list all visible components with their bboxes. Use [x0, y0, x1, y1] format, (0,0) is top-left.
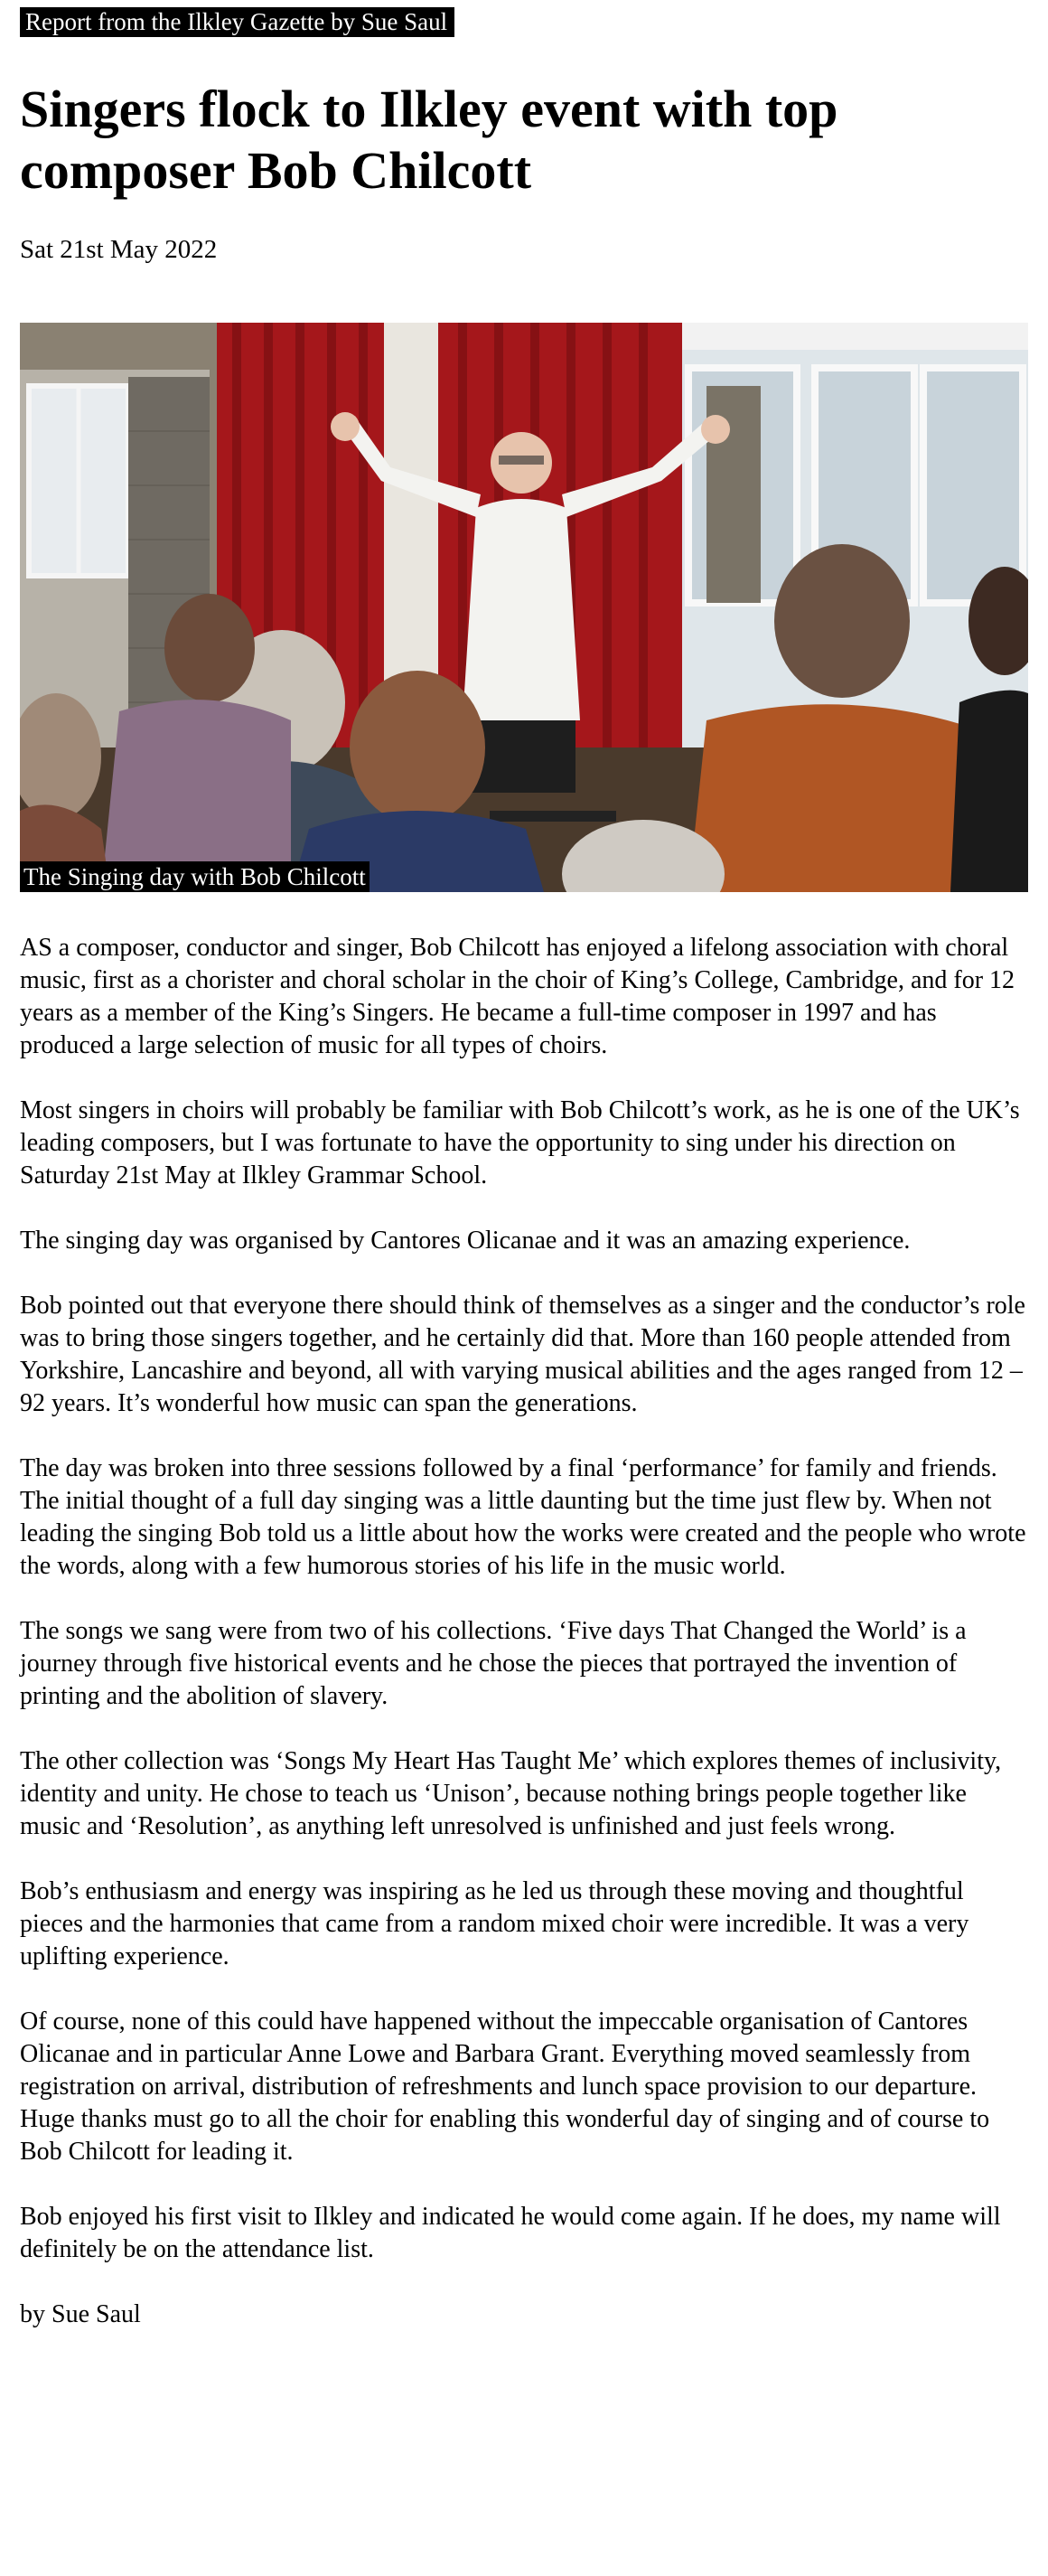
paragraph: Bob’s enthusiasm and energy was inspiring as he led us through these moving and thoughtful pieces and the harmonies that came from a random mixed choir were incredible. It was a very uplifting experience. — [20, 1877, 969, 1970]
paragraph: The songs we sang were from two of his collections. ‘Five days That Changed the World’ is a journey through five historical events and he chose the pieces that portrayed the invention of printing and the abolition of slavery. — [20, 1617, 967, 1710]
article-date: Sat 21st May 2022 — [20, 235, 218, 264]
paragraph: Bob enjoyed his first visit to Ilkley and indicated he would come again. If he does, my name will definitely be on the attendance list. — [20, 2203, 1001, 2263]
paragraph: The singing day was organised by Cantores Olicanae and it was an amazing experience. — [20, 1227, 911, 1255]
paragraph: AS a composer, conductor and singer, Bob Chilcott has enjoyed a lifelong association with choral music, first as a chorister and choral scholar in the choir of King’s College, Cambridge, and for 12 years as a member of the King’s Singers. He became a full-time composer in 1997 and has produced a large selection of music for all types of choirs. — [20, 934, 1015, 1059]
photo-caption: The Singing day with Bob Chilcott — [20, 861, 370, 892]
article-body — [20, 932, 1030, 2331]
article-byline: by Sue Saul — [20, 2300, 141, 2328]
article — [20, 0, 1028, 2331]
paragraph: Most singers in choirs will probably be familiar with Bob Chilcott’s work, as he is one of the UK’s leading composers, but I was fortunate to have the opportunity to sing under his direction on Saturday 21st May at Ilkley Grammar School. — [20, 1096, 1020, 1189]
conductor-photo-illustration — [20, 323, 1028, 892]
article-photo — [20, 323, 1028, 892]
paragraph: The other collection was ‘Songs My Heart Has Taught Me’ which explores themes of inclusivity, identity and unity. He chose to teach us ‘Unison’, because nothing brings people together like music and ‘Resolution’, as anything left unresolved is unfinished and just feels wrong. — [20, 1747, 1002, 1840]
paragraph: Of course, none of this could have happened without the impeccable organisation of Cantores Olicanae and in particular Anne Lowe and Barbara Grant. Everything moved seamlessly from registration on arrival, distribution of refreshments and lunch space provision to our departure. Huge thanks must go to all the choir for enabling this wonderful day of singing and of course to Bob Chilcott for leading it. — [20, 2007, 990, 2166]
source-label: Report from the Ilkley Gazette by Sue Saul — [20, 7, 454, 37]
paragraph: The day was broken into three sessions followed by a final ‘performance’ for family and friends. The initial thought of a full day singing was a little daunting but the time just flew by. When not leading the singing Bob told us a little about how the works were created and the people who wrote the words, along with a few humorous stories of his life in the music world. — [20, 1454, 1026, 1580]
article-headline: Singers flock to Ilkley event with top composer Bob Chilcott — [20, 80, 838, 200]
paragraph: Bob pointed out that everyone there should think of themselves as a singer and the conductor’s role was to bring those singers together, and he certainly did that. More than 160 people attended from Yorkshire, Lancashire and beyond, all with varying musical abilities and the ages ranged from 12 – 92 years. It’s wonderful how music can span the generations. — [20, 1292, 1025, 1417]
